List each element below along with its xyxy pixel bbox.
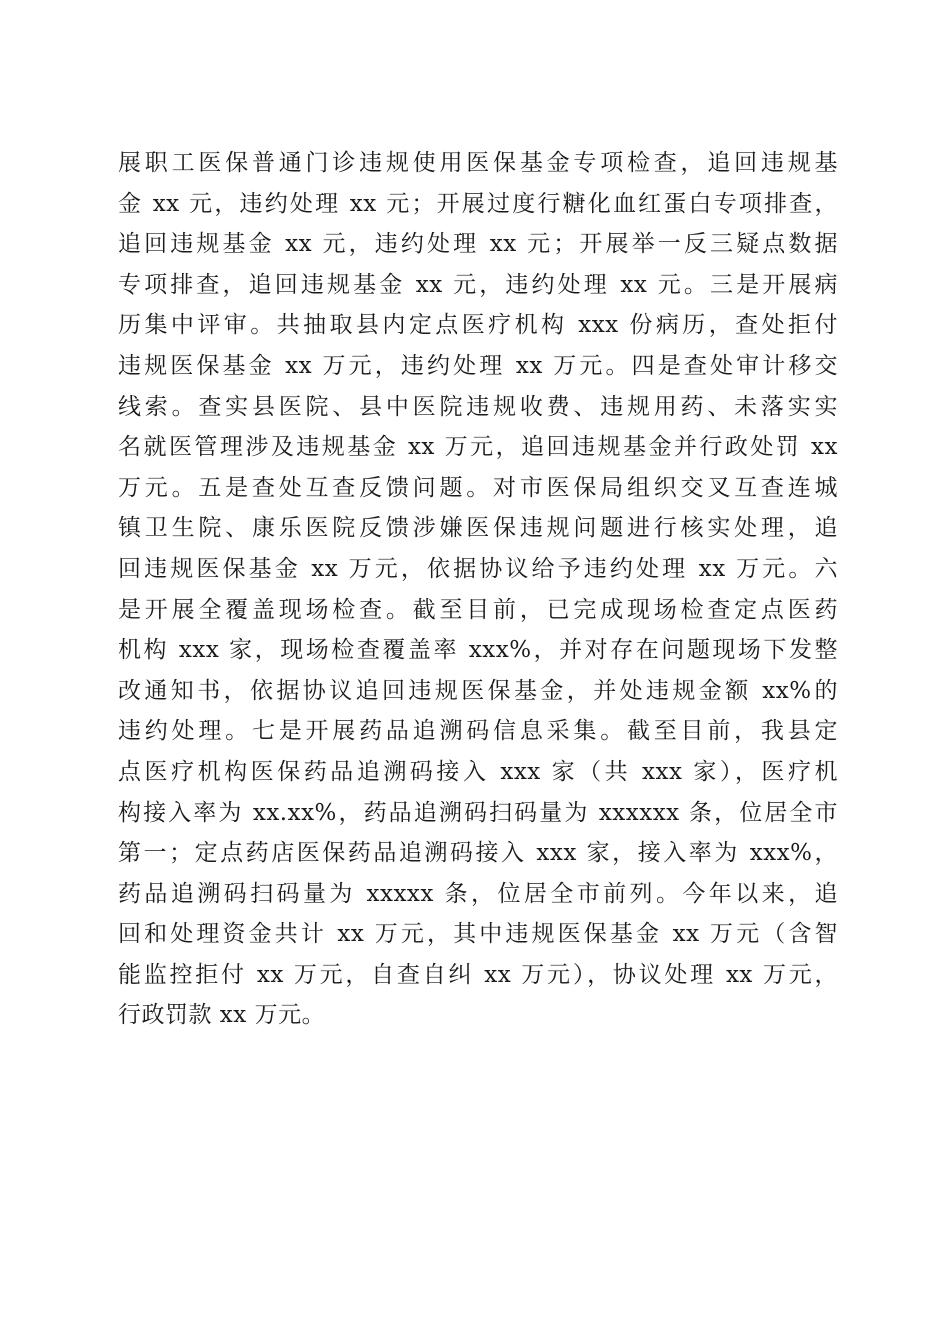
- text-line: 线索。查实县医院、县中医院违规收费、违规用药、未落实实: [118, 393, 838, 420]
- text-line: 名就医管理涉及违规基金 xx 万元，追回违规基金并行政处罚 xx: [118, 434, 838, 461]
- text-line: 回和处理资金共计 xx 万元，其中违规医保基金 xx 万元（含智: [118, 921, 838, 948]
- text-line: 追回违规基金 xx 元，违约处理 xx 元；开展举一反三疑点数据: [118, 231, 838, 258]
- text-line: 违约处理。七是开展药品追溯码信息采集。截至目前，我县定: [118, 718, 838, 745]
- text-line: 万元。五是查处互查反馈问题。对市医保局组织交叉互查连城: [118, 474, 838, 501]
- text-line: 行政罚款 xx 万元。: [118, 1002, 326, 1029]
- text-line: 改通知书，依据协议追回违规医保基金，并处违规金额 xx%的: [118, 677, 838, 704]
- text-line: 镇卫生院、康乐医院反馈涉嫌医保违规问题进行核实处理，追: [118, 515, 838, 542]
- text-line: 违规医保基金 xx 万元，违约处理 xx 万元。四是查处审计移交: [118, 352, 838, 379]
- text-line: 机构 xxx 家，现场检查覆盖率 xxx%，并对存在问题现场下发整: [118, 637, 838, 664]
- text-line: 展职工医保普通门诊违规使用医保基金专项检查，追回违规基: [118, 150, 838, 176]
- text-line: 药品追溯码扫码量为 xxxxx 条，位居全市前列。今年以来，追: [118, 880, 838, 907]
- text-line: 能监控拒付 xx 万元，自查自纠 xx 万元），协议处理 xx 万元，: [118, 961, 838, 988]
- text-line: 回违规医保基金 xx 万元，依据协议给予违约处理 xx 万元。六: [118, 555, 838, 582]
- text-line: 历集中评审。共抽取县内定点医疗机构 xxx 份病历，查处拒付: [118, 312, 838, 339]
- text-line: 构接入率为 xx.xx%，药品追溯码扫码量为 xxxxxx 条，位居全市: [118, 799, 838, 826]
- text-line: 专项排查，追回违规基金 xx 元，违约处理 xx 元。三是开展病: [118, 271, 838, 298]
- text-line: 是开展全覆盖现场检查。截至目前，已完成现场检查定点医药: [118, 596, 838, 623]
- text-line: 第一；定点药店医保药品追溯码接入 xxx 家，接入率为 xxx%，: [118, 840, 838, 867]
- text-line: 点医疗机构医保药品追溯码接入 xxx 家（共 xxx 家），医疗机: [118, 758, 838, 785]
- body-paragraph: [118, 143, 838, 1036]
- text-line: 金 xx 元，违约处理 xx 元；开展过度行糖化血红蛋白专项排查，: [118, 190, 838, 217]
